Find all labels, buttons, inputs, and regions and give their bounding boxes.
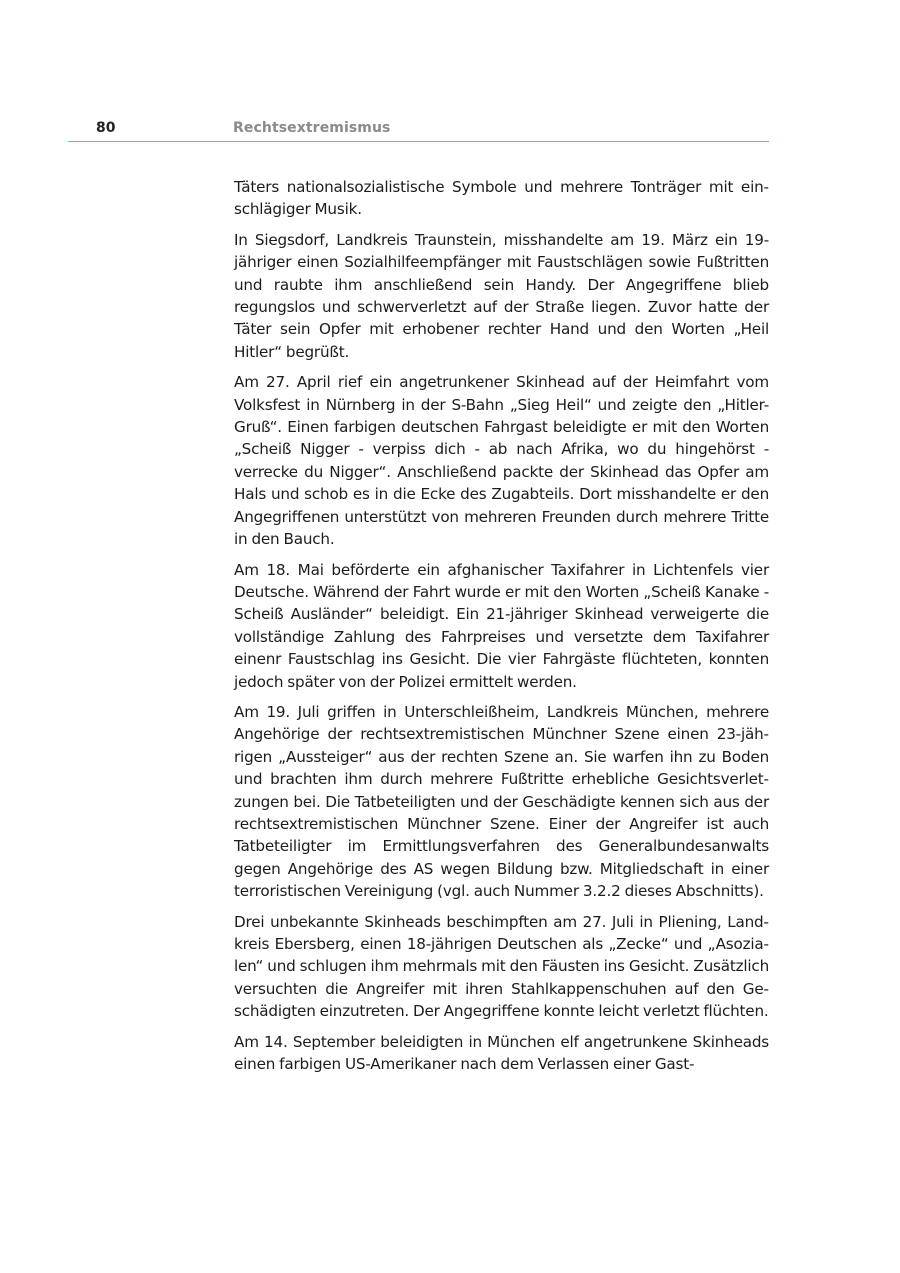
paragraph-pliening: Drei unbekannte Skinheads beschimpften am 27. Juli in Pliening, Landkreis Ebersberg, einen 18-jährigen Deutschen als „Zecke“ und „Asozialen“ und schlugen ihm mehrmals mit den Fäusten ins Gesicht. Zusätzlich versuchten die Angreifer mit ihren Stahlkappenschuhen auf den Geschädigten einzutreten. Der Angegriffene konnte leicht verletzt flüchten. [234,912,769,1021]
paragraph-muenchen: Am 14. September beleidigten in München elf angetrunkene Skinheads einen farbigen US-Amerikaner nach dem Verlassen einer Gast- [234,1032,769,1074]
page-number: 80 [96,120,116,136]
body-text [234,176,769,1083]
chapter-title: Rechtsextremismus [233,120,391,136]
page-header [68,117,769,142]
paragraph-nuernberg: Am 27. April rief ein angetrunkener Skinhead auf der Heimfahrt vom Volksfest in Nürnberg in der S-Bahn „Sieg Heil“ und zeigte den „Hitler-Gruß“. Einen farbigen deutschen Fahrgast beleidigte er mit den Worten „Scheiß Nigger - verpiss dich - ab nach Afrika, wo du hingehörst - verrecke du Nigger“. Anschließend packte der Skinhead das Opfer am Hals und schob es in die Ecke des Zugabteils. Dort misshandelte er den Angegriffenen unterstützt von mehreren Freunden durch mehrere Tritte in den Bauch. [234,373,769,549]
paragraph-unterschleissheim: Am 19. Juli griffen in Unterschleißheim, Landkreis München, mehrere Angehörige der rechtsextremistischen Münchner Szene einen 23-jährigen „Aussteiger“ aus der rechten Szene an. Sie warfen ihn zu Boden und brachten ihm durch mehrere Fußtritte erhebliche Gesichtsverletzungen bei. Die Tatbeteiligten und der Geschädigte kennen sich aus der rechtsextremistischen Münchner Szene. Einer der Angreifer ist auch Tatbeteiligter im Ermittlungsverfahren des Generalbundesanwalts gegen Angehörige des AS wegen Bildung bzw. Mitgliedschaft in einer terroristischen Vereinigung (vgl. auch Nummer 3.2.2 dieses Abschnitts). [234,702,769,901]
paragraph-siegsdorf: In Siegsdorf, Landkreis Traunstein, misshandelte am 19. März ein 19-jähriger einen Sozialhilfeempfänger mit Faustschlägen sowie Fußtritten und raubte ihm anschließend sein Handy. Der Angegriffene blieb regungslos und schwerverletzt auf der Straße liegen. Zuvor hatte der Täter sein Opfer mit erhobener rechter Hand und den Worten „Heil Hitler“ begrüßt. [234,230,769,361]
paragraph-continuation: Täters nationalsozialistische Symbole und mehrere Tonträger mit einschlägiger Musik. [234,178,769,219]
paragraph-lichtenfels: Am 18. Mai beförderte ein afghanischer Taxifahrer in Lichtenfels vier Deutsche. Während der Fahrt wurde er mit den Worten „Scheiß Kanake - Scheiß Ausländer“ beleidigt. Ein 21-jähriger Skinhead verweigerte die vollständige Zahlung des Fahrpreises und versetzte dem Taxifahrer einenr Faustschlag ins Gesicht. Die vier Fahrgäste flüchteten, konnten jedoch später von der Polizei ermittelt werden. [234,560,769,691]
